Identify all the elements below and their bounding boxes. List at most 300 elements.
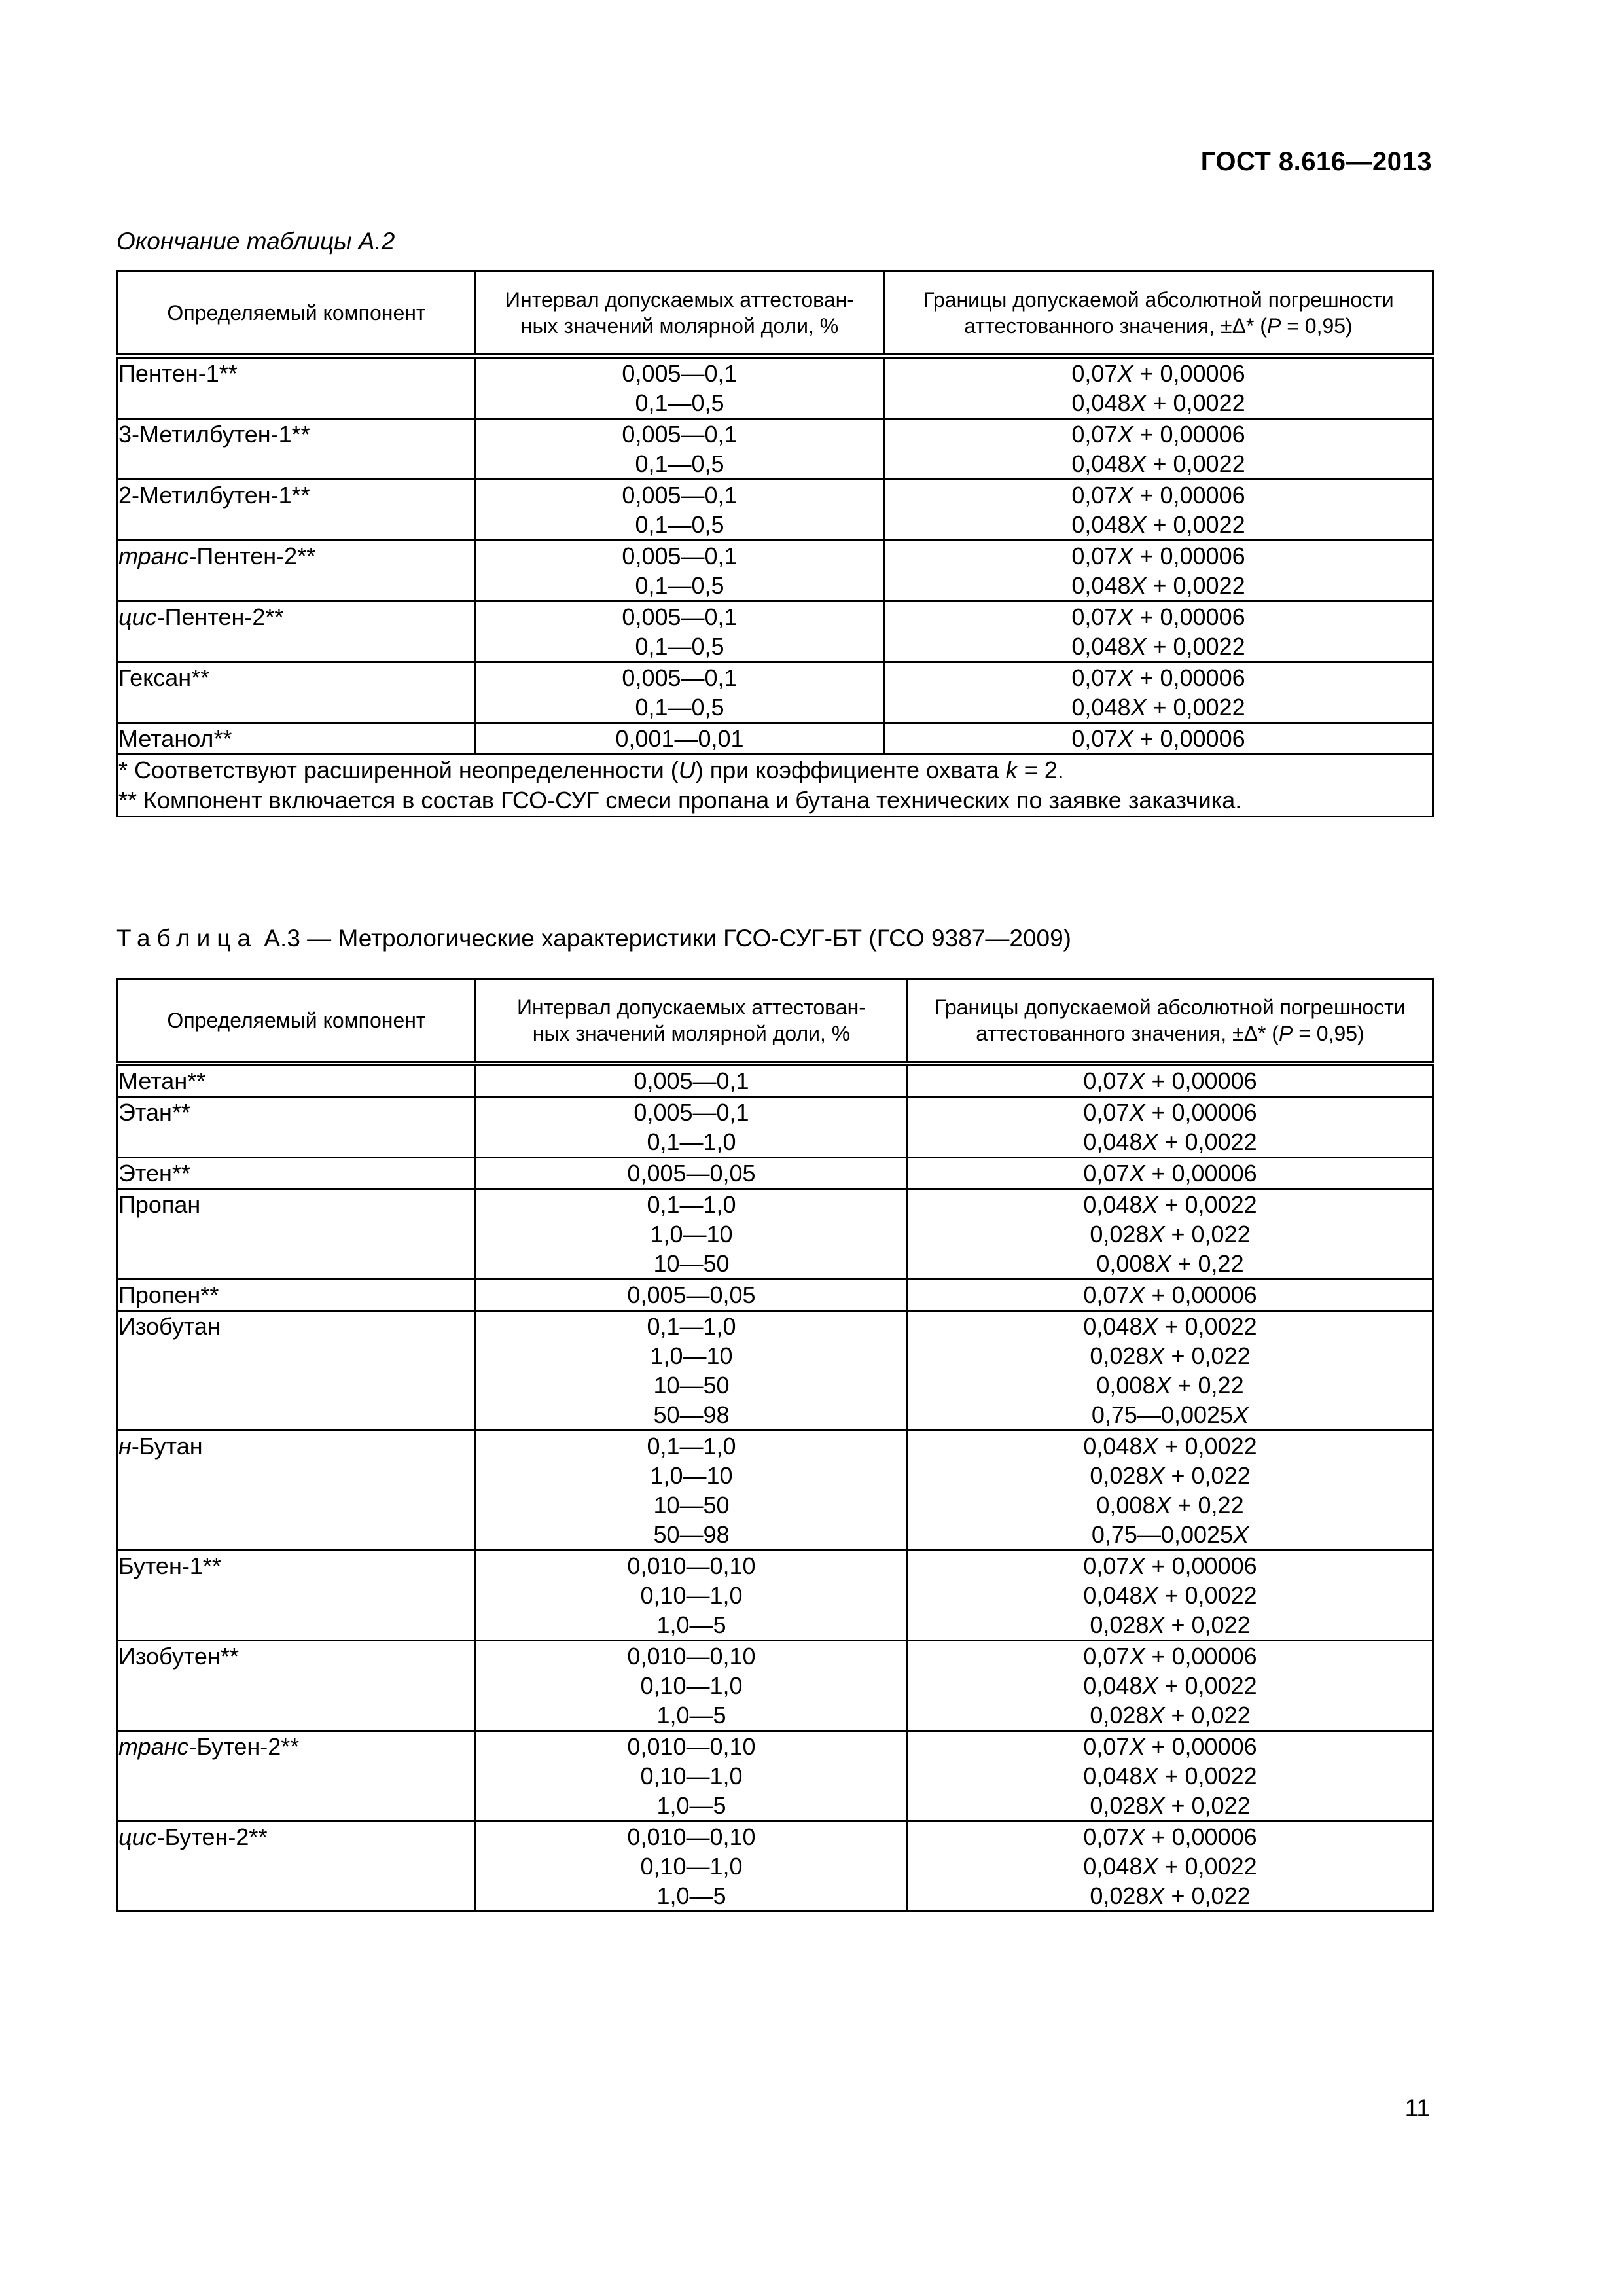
component-prefix: цис	[118, 1823, 157, 1850]
component-name: Изобутан	[118, 1313, 221, 1340]
variable-x: X	[1149, 1611, 1165, 1638]
variable-x: X	[1130, 694, 1147, 721]
error-coefficient: 0,07	[1071, 664, 1118, 691]
probability-symbol: P	[1278, 1022, 1293, 1045]
error-formula	[908, 1581, 1432, 1610]
error-cell	[908, 1431, 1433, 1551]
error-offset: + 0,0022	[1146, 389, 1245, 416]
error-offset: + 0,22	[1171, 1250, 1244, 1277]
component-name: Пентен-1**	[118, 360, 238, 387]
variable-x: X	[1142, 1128, 1158, 1155]
table-row	[118, 356, 1433, 419]
table-a3-caption-word: Таблица	[116, 925, 258, 952]
variable-x: X	[1129, 1099, 1145, 1126]
table-row	[118, 1551, 1433, 1641]
interval-value: 1,0—10	[650, 1342, 733, 1369]
document-code: ГОСТ 8.616—2013	[1200, 147, 1432, 176]
variable-x: X	[1129, 1643, 1145, 1670]
interval-value: 0,005—0,1	[622, 543, 738, 569]
error-coefficient: 0,048	[1083, 1313, 1143, 1340]
interval-value: 0,10—1,0	[640, 1763, 743, 1789]
component-cell	[118, 1189, 476, 1280]
table-row	[118, 1097, 1433, 1158]
error-offset: + 0,22	[1171, 1372, 1244, 1399]
interval-value: 0,005—0,05	[627, 1160, 756, 1187]
error-offset: + 0,022	[1164, 1462, 1251, 1489]
interval-value: 1,0—10	[650, 1462, 733, 1489]
error-offset: + 0,0022	[1158, 1672, 1257, 1699]
error-formula	[908, 1641, 1432, 1671]
error-coefficient: 0,048	[1071, 511, 1131, 538]
error-offset: + 0,022	[1164, 1611, 1251, 1638]
error-formula	[885, 359, 1432, 388]
error-formula	[885, 480, 1432, 510]
component-prefix: н	[118, 1433, 132, 1460]
note-optional-component: ** Компонент включается в состав ГСО-СУГ смеси пропана и бутана технических по заявке заказчика.	[118, 787, 1242, 814]
error-formula	[908, 1610, 1432, 1640]
error-cell	[884, 541, 1433, 601]
variable-x: X	[1130, 450, 1147, 477]
variable-x: X	[1142, 1763, 1158, 1789]
error-formula	[885, 724, 1432, 753]
interval-value: 0,005—0,1	[622, 664, 738, 691]
error-formula	[885, 571, 1432, 600]
error-offset: + 0,022	[1164, 1342, 1251, 1369]
error-coefficient: 0,048	[1071, 633, 1131, 660]
table-row	[118, 1189, 1433, 1280]
error-offset: + 0,022	[1164, 1792, 1251, 1819]
interval-cell	[476, 1311, 908, 1431]
error-cell	[908, 1641, 1433, 1731]
component-name: -Бутан	[131, 1433, 203, 1460]
variable-x: X	[1155, 1372, 1171, 1399]
error-formula	[908, 1280, 1432, 1310]
variable-x: X	[1117, 664, 1133, 691]
error-offset: + 0,0022	[1158, 1313, 1257, 1340]
table-a2-body	[118, 356, 1433, 755]
variable-x: X	[1117, 421, 1133, 448]
error-cell	[908, 1821, 1433, 1912]
error-coefficient: 0,07	[1071, 725, 1118, 752]
error-cell	[908, 1189, 1433, 1280]
interval-value: 0,10—1,0	[640, 1672, 743, 1699]
error-offset: + 0,00006	[1145, 1099, 1257, 1126]
component-cell	[118, 480, 476, 541]
error-formula	[885, 541, 1432, 571]
component-cell	[118, 1311, 476, 1431]
error-coefficient: 0,75—0,0025	[1091, 1521, 1234, 1548]
table-a2-header-row	[118, 272, 1433, 357]
component-cell	[118, 601, 476, 662]
error-offset: + 0,22	[1171, 1492, 1244, 1518]
component-cell	[118, 1551, 476, 1641]
error-coefficient: 0,028	[1090, 1882, 1149, 1909]
component-cell	[118, 1064, 476, 1097]
error-offset: + 0,00006	[1133, 603, 1245, 630]
error-coefficient: 0,07	[1083, 1552, 1130, 1579]
component-cell	[118, 662, 476, 723]
component-cell	[118, 723, 476, 755]
interval-cell	[476, 541, 884, 601]
error-formula	[908, 1671, 1432, 1700]
interval-value: 0,1—0,5	[635, 633, 724, 660]
table-row	[118, 723, 1433, 755]
error-coefficient: 0,048	[1083, 1433, 1143, 1460]
error-offset: + 0,00006	[1133, 421, 1245, 448]
note1-text-mid: ) при коэффициенте охвата	[695, 757, 1006, 783]
component-name: Гексан**	[118, 664, 210, 691]
variable-x: X	[1142, 1582, 1158, 1609]
table-a2-notes-row	[118, 755, 1433, 817]
component-cell	[118, 1641, 476, 1731]
component-name: -Пентен-2**	[188, 543, 316, 569]
note-expanded-uncertainty	[118, 755, 1432, 785]
probability-symbol: P	[1266, 314, 1281, 338]
component-prefix: цис	[118, 603, 157, 630]
interval-value: 1,0—5	[656, 1611, 726, 1638]
error-offset: + 0,0022	[1158, 1582, 1257, 1609]
error-offset: + 0,0022	[1158, 1853, 1257, 1880]
error-offset: + 0,00006	[1145, 1160, 1257, 1187]
error-formula	[908, 1551, 1432, 1581]
interval-cell	[476, 1158, 908, 1189]
error-coefficient: 0,028	[1090, 1462, 1149, 1489]
error-offset: + 0,00006	[1145, 1282, 1257, 1308]
interval-value: 1,0—10	[650, 1221, 733, 1247]
component-cell	[118, 419, 476, 480]
interval-cell	[476, 356, 884, 419]
error-coefficient: 0,028	[1090, 1611, 1149, 1638]
interval-value: 0,005—0,1	[633, 1099, 749, 1126]
column-header-error-line1: Границы допускаемой абсолютной погрешности	[923, 288, 1394, 312]
column-header-component: Определяемый компонент	[118, 979, 476, 1064]
interval-value: 0,1—1,0	[647, 1313, 736, 1340]
table-row	[118, 1821, 1433, 1912]
interval-cell	[476, 1641, 908, 1731]
interval-value: 0,1—0,5	[635, 511, 724, 538]
interval-cell	[476, 419, 884, 480]
error-offset: + 0,022	[1164, 1882, 1251, 1909]
table-a3-header-row	[118, 979, 1433, 1064]
error-coefficient: 0,008	[1096, 1250, 1156, 1277]
error-coefficient: 0,75—0,0025	[1091, 1401, 1234, 1428]
error-coefficient: 0,07	[1083, 1282, 1130, 1308]
error-offset: + 0,0022	[1146, 633, 1245, 660]
error-coefficient: 0,07	[1071, 360, 1118, 387]
error-header-text-end: = 0,95)	[1281, 314, 1353, 338]
error-coefficient: 0,048	[1083, 1763, 1143, 1789]
error-header-text-end: = 0,95)	[1293, 1022, 1364, 1045]
error-formula	[908, 1066, 1432, 1096]
error-offset: + 0,0022	[1146, 511, 1245, 538]
column-header-interval-line1: Интервал допускаемых аттестован-	[505, 288, 854, 312]
error-coefficient: 0,07	[1071, 603, 1118, 630]
interval-cell	[476, 1431, 908, 1551]
error-coefficient: 0,07	[1083, 1067, 1130, 1094]
component-name: -Бутен-2**	[188, 1733, 300, 1760]
error-cell	[908, 1064, 1433, 1097]
interval-value: 0,1—0,5	[635, 572, 724, 599]
interval-value: 0,10—1,0	[640, 1582, 743, 1609]
error-formula	[908, 1371, 1432, 1400]
error-cell	[908, 1280, 1433, 1311]
table-a3-body	[118, 1064, 1433, 1912]
interval-cell	[476, 601, 884, 662]
interval-value: 1,0—5	[656, 1882, 726, 1909]
table-row	[118, 1158, 1433, 1189]
error-coefficient: 0,008	[1096, 1372, 1156, 1399]
table-row	[118, 1311, 1433, 1431]
error-offset: + 0,00006	[1133, 725, 1245, 752]
error-formula	[908, 1520, 1432, 1549]
error-offset: + 0,00006	[1145, 1552, 1257, 1579]
interval-value: 0,1—0,5	[635, 694, 724, 721]
error-formula	[908, 1461, 1432, 1490]
interval-cell	[476, 723, 884, 755]
interval-value: 0,10—1,0	[640, 1853, 743, 1880]
table-row	[118, 1064, 1433, 1097]
note1-u-symbol: U	[678, 757, 696, 783]
column-header-error-line2	[921, 1020, 1419, 1047]
component-cell	[118, 1280, 476, 1311]
variable-x: X	[1155, 1492, 1171, 1518]
column-header-interval	[476, 979, 908, 1064]
error-cell	[908, 1311, 1433, 1431]
table-row	[118, 419, 1433, 480]
error-coefficient: 0,028	[1090, 1221, 1149, 1247]
component-name: Изобутен**	[118, 1643, 239, 1670]
variable-x: X	[1117, 603, 1133, 630]
error-formula	[885, 663, 1432, 692]
variable-x: X	[1149, 1882, 1165, 1909]
interval-value: 0,1—0,5	[635, 389, 724, 416]
variable-x: X	[1130, 389, 1147, 416]
interval-cell	[476, 1064, 908, 1097]
variable-x: X	[1117, 360, 1133, 387]
component-name: Этан**	[118, 1099, 190, 1126]
error-formula	[908, 1431, 1432, 1461]
variable-x: X	[1149, 1221, 1165, 1247]
error-formula	[908, 1190, 1432, 1219]
error-formula	[885, 449, 1432, 478]
variable-x: X	[1233, 1401, 1249, 1428]
variable-x: X	[1149, 1462, 1165, 1489]
error-offset: + 0,0022	[1146, 694, 1245, 721]
variable-x: X	[1129, 1282, 1145, 1308]
interval-value: 0,010—0,10	[627, 1733, 756, 1760]
error-formula	[908, 1341, 1432, 1371]
component-name: Метанол**	[118, 725, 232, 752]
error-offset: + 0,00006	[1133, 543, 1245, 569]
interval-value: 1,0—5	[656, 1792, 726, 1819]
error-offset: + 0,00006	[1133, 360, 1245, 387]
variable-x: X	[1129, 1552, 1145, 1579]
error-offset: + 0,00006	[1133, 664, 1245, 691]
table-row	[118, 1431, 1433, 1551]
variable-x: X	[1117, 543, 1133, 569]
component-cell	[118, 1731, 476, 1821]
interval-value: 0,1—0,5	[635, 450, 724, 477]
interval-value: 0,005—0,1	[622, 421, 738, 448]
error-coefficient: 0,008	[1096, 1492, 1156, 1518]
interval-cell	[476, 1821, 908, 1912]
interval-value: 50—98	[653, 1401, 730, 1428]
interval-cell	[476, 1551, 908, 1641]
interval-value: 0,005—0,1	[622, 360, 738, 387]
variable-x: X	[1155, 1250, 1171, 1277]
error-formula	[908, 1219, 1432, 1249]
component-name: Пропен**	[118, 1282, 219, 1308]
interval-value: 10—50	[653, 1250, 730, 1277]
table-a3	[116, 978, 1434, 1912]
variable-x: X	[1117, 482, 1133, 509]
error-coefficient: 0,07	[1083, 1823, 1130, 1850]
component-cell	[118, 1821, 476, 1912]
error-formula	[908, 1127, 1432, 1157]
table-a3-caption	[116, 925, 1071, 952]
error-coefficient: 0,048	[1071, 694, 1131, 721]
variable-x: X	[1149, 1792, 1165, 1819]
variable-x: X	[1130, 511, 1147, 538]
variable-x: X	[1149, 1342, 1165, 1369]
error-offset: + 0,022	[1164, 1702, 1251, 1729]
error-cell	[884, 356, 1433, 419]
component-cell	[118, 1431, 476, 1551]
error-coefficient: 0,028	[1090, 1702, 1149, 1729]
error-cell	[884, 480, 1433, 541]
component-name: Бутен-1**	[118, 1552, 221, 1579]
error-formula	[908, 1312, 1432, 1341]
error-coefficient: 0,048	[1083, 1128, 1143, 1155]
interval-cell	[476, 1731, 908, 1821]
column-header-error	[908, 979, 1433, 1064]
error-coefficient: 0,07	[1071, 482, 1118, 509]
interval-cell	[476, 1097, 908, 1158]
column-header-error-line2	[898, 313, 1419, 339]
column-header-error	[884, 272, 1433, 357]
error-cell	[908, 1097, 1433, 1158]
table-row	[118, 662, 1433, 723]
interval-value: 0,001—0,01	[615, 725, 744, 752]
error-cell	[884, 601, 1433, 662]
error-coefficient: 0,07	[1083, 1733, 1130, 1760]
interval-cell	[476, 1189, 908, 1280]
interval-value: 0,005—0,1	[633, 1067, 749, 1094]
error-coefficient: 0,07	[1071, 543, 1118, 569]
page-number: 11	[1404, 2094, 1430, 2121]
error-header-text: аттестованного значения, ±Δ* (	[964, 314, 1267, 338]
component-name: Пропан	[118, 1191, 201, 1218]
error-coefficient: 0,048	[1071, 389, 1131, 416]
component-name: 3-Метилбутен-1**	[118, 421, 310, 448]
table-row	[118, 1641, 1433, 1731]
column-header-error-line1: Границы допускаемой абсолютной погрешности	[935, 996, 1406, 1019]
note1-k-symbol: k	[1005, 757, 1018, 783]
error-formula	[885, 510, 1432, 539]
error-offset: + 0,0022	[1146, 572, 1245, 599]
variable-x: X	[1233, 1521, 1249, 1548]
table-a3-caption-title: А.3 — Метрологические характеристики ГСО-СУГ-БТ (ГСО 9387—2009)	[257, 925, 1072, 952]
error-formula	[885, 632, 1432, 661]
variable-x: X	[1142, 1853, 1158, 1880]
error-formula	[908, 1158, 1432, 1188]
component-prefix: транс	[118, 1733, 189, 1760]
error-cell	[884, 419, 1433, 480]
interval-value: 1,0—5	[656, 1702, 726, 1729]
table-row	[118, 1731, 1433, 1821]
note1-text-end: = 2.	[1017, 757, 1064, 783]
component-name: 2-Метилбутен-1**	[118, 482, 310, 509]
variable-x: X	[1142, 1433, 1158, 1460]
table-row	[118, 480, 1433, 541]
error-offset: + 0,0022	[1158, 1191, 1257, 1218]
interval-value: 10—50	[653, 1492, 730, 1518]
error-coefficient: 0,07	[1071, 421, 1118, 448]
variable-x: X	[1130, 633, 1147, 660]
variable-x: X	[1149, 1702, 1165, 1729]
error-formula	[908, 1761, 1432, 1791]
component-name: -Бутен-2**	[156, 1823, 268, 1850]
error-offset: + 0,0022	[1146, 450, 1245, 477]
error-coefficient: 0,07	[1083, 1643, 1130, 1670]
variable-x: X	[1129, 1823, 1145, 1850]
error-formula	[908, 1822, 1432, 1852]
error-coefficient: 0,048	[1083, 1672, 1143, 1699]
error-formula	[908, 1098, 1432, 1127]
interval-value: 0,010—0,10	[627, 1552, 756, 1579]
error-offset: + 0,00006	[1133, 482, 1245, 509]
error-formula	[885, 692, 1432, 722]
error-offset: + 0,00006	[1145, 1067, 1257, 1094]
error-offset: + 0,0022	[1158, 1763, 1257, 1789]
interval-value: 0,1—1,0	[647, 1433, 736, 1460]
table-row	[118, 601, 1433, 662]
component-name: -Пентен-2**	[156, 603, 284, 630]
interval-cell	[476, 662, 884, 723]
variable-x: X	[1117, 725, 1133, 752]
error-coefficient: 0,048	[1071, 450, 1131, 477]
error-coefficient: 0,048	[1083, 1853, 1143, 1880]
error-offset: + 0,00006	[1145, 1733, 1257, 1760]
component-cell	[118, 541, 476, 601]
variable-x: X	[1142, 1313, 1158, 1340]
component-prefix: транс	[118, 543, 189, 569]
component-cell	[118, 1097, 476, 1158]
error-formula	[885, 420, 1432, 449]
error-header-text: аттестованного значения, ±Δ* (	[976, 1022, 1279, 1045]
table-a2	[116, 270, 1434, 817]
error-coefficient: 0,07	[1083, 1099, 1130, 1126]
interval-cell	[476, 1280, 908, 1311]
interval-value: 0,010—0,10	[627, 1643, 756, 1670]
error-formula	[908, 1881, 1432, 1910]
interval-value: 10—50	[653, 1372, 730, 1399]
error-cell	[884, 723, 1433, 755]
table-row	[118, 541, 1433, 601]
error-coefficient: 0,028	[1090, 1792, 1149, 1819]
note1-text: * Соответствуют расширенной неопределенности (	[118, 757, 679, 783]
variable-x: X	[1142, 1672, 1158, 1699]
table-a2-caption: Окончание таблицы А.2	[116, 228, 395, 255]
error-coefficient: 0,07	[1083, 1160, 1130, 1187]
error-offset: + 0,00006	[1145, 1643, 1257, 1670]
error-formula	[885, 388, 1432, 418]
error-coefficient: 0,028	[1090, 1342, 1149, 1369]
error-cell	[908, 1551, 1433, 1641]
column-header-interval-line1: Интервал допускаемых аттестован-	[517, 996, 866, 1019]
interval-value: 0,1—1,0	[647, 1191, 736, 1218]
interval-value: 0,010—0,10	[627, 1823, 756, 1850]
